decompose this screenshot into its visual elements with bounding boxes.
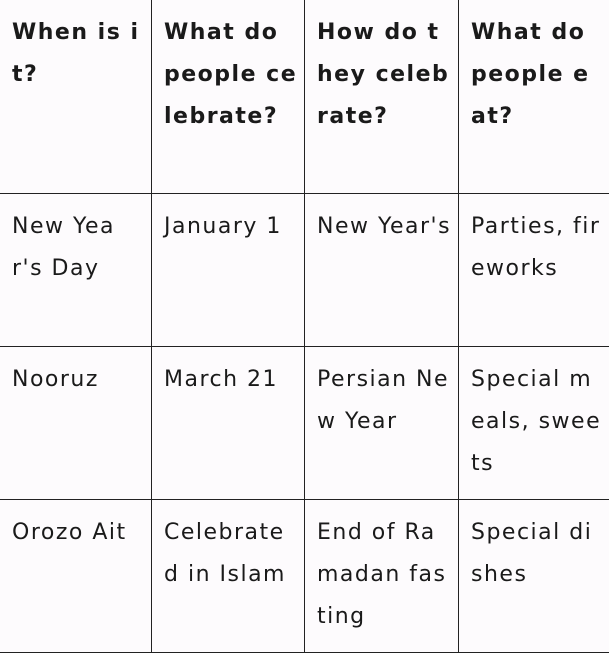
table-header-row bbox=[0, 0, 609, 194]
table-cell: New Year's Day bbox=[0, 194, 152, 347]
table-cell: Special dishes bbox=[459, 500, 609, 653]
table-cell: Nooruz bbox=[0, 347, 152, 500]
table-cell: Celebrated in Islam bbox=[152, 500, 305, 653]
table-cell: End of Ramadan fasting bbox=[305, 500, 459, 653]
table-cell: Orozo Ait bbox=[0, 500, 152, 653]
table-row bbox=[0, 194, 609, 347]
table-cell: New Year's bbox=[305, 194, 459, 347]
header-how-celebrate: How do they celebrate? bbox=[305, 0, 459, 194]
header-what-eat: What do people eat? bbox=[459, 0, 609, 194]
table-cell: January 1 bbox=[152, 194, 305, 347]
header-when: When is it? bbox=[0, 0, 152, 194]
table-cell: Parties, fireworks bbox=[459, 194, 609, 347]
table-cell: Persian New Year bbox=[305, 347, 459, 500]
table-row bbox=[0, 500, 609, 653]
header-what-celebrate: What do people celebrate? bbox=[152, 0, 305, 194]
table-cell: Special meals, sweets bbox=[459, 347, 609, 500]
table-row bbox=[0, 347, 609, 500]
table-cell: March 21 bbox=[152, 347, 305, 500]
